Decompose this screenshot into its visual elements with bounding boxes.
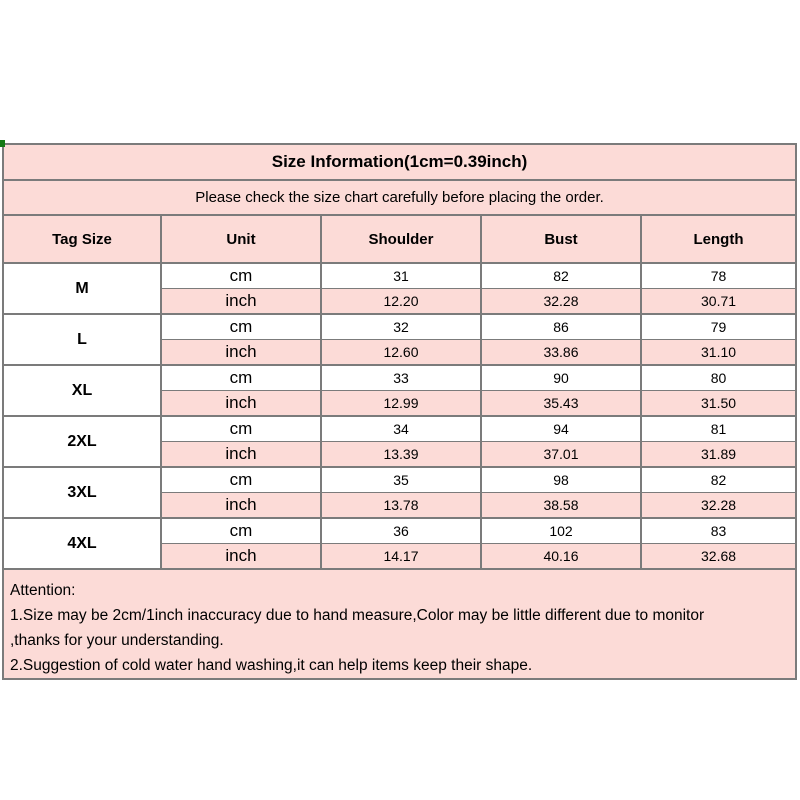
value-m-inch-bust: 32.28 xyxy=(481,289,641,315)
unit-cell: inch xyxy=(161,544,321,570)
value-xl-cm-length: 80 xyxy=(641,365,796,391)
table-header-row xyxy=(3,215,796,263)
value-4xl-cm-bust: 102 xyxy=(481,518,641,544)
value-3xl-inch-length: 32.28 xyxy=(641,493,796,519)
size-label-3xl: 3XL xyxy=(3,467,161,518)
value-2xl-cm-shoulder: 34 xyxy=(321,416,481,442)
attention-row xyxy=(3,569,796,679)
table-title: Size Information(1cm=0.39inch) xyxy=(3,144,796,180)
table-title-row xyxy=(3,144,796,180)
value-2xl-cm-bust: 94 xyxy=(481,416,641,442)
col-header-tag-size: Tag Size xyxy=(3,215,161,263)
size-chart-table xyxy=(2,143,797,680)
corner-green-artifact xyxy=(0,140,5,147)
value-l-inch-shoulder: 12.60 xyxy=(321,340,481,366)
value-xl-inch-length: 31.50 xyxy=(641,391,796,417)
value-m-cm-length: 78 xyxy=(641,263,796,289)
value-l-cm-length: 79 xyxy=(641,314,796,340)
value-4xl-cm-shoulder: 36 xyxy=(321,518,481,544)
unit-cell: cm xyxy=(161,467,321,493)
size-label-l: L xyxy=(3,314,161,365)
unit-cell: inch xyxy=(161,493,321,519)
value-m-inch-shoulder: 12.20 xyxy=(321,289,481,315)
col-header-bust: Bust xyxy=(481,215,641,263)
value-m-cm-bust: 82 xyxy=(481,263,641,289)
attention-heading: Attention: xyxy=(10,582,76,599)
col-header-length: Length xyxy=(641,215,796,263)
table-row xyxy=(3,518,796,544)
value-l-cm-shoulder: 32 xyxy=(321,314,481,340)
unit-cell: cm xyxy=(161,263,321,289)
value-l-inch-bust: 33.86 xyxy=(481,340,641,366)
value-l-cm-bust: 86 xyxy=(481,314,641,340)
table-row xyxy=(3,314,796,340)
size-label-m: M xyxy=(3,263,161,314)
attention-note-1-cont: ,thanks for your understanding. xyxy=(10,632,224,649)
size-label-xl: XL xyxy=(3,365,161,416)
col-header-shoulder: Shoulder xyxy=(321,215,481,263)
unit-cell: cm xyxy=(161,365,321,391)
table-row xyxy=(3,263,796,289)
unit-cell: inch xyxy=(161,442,321,468)
size-label-2xl: 2XL xyxy=(3,416,161,467)
value-4xl-cm-length: 83 xyxy=(641,518,796,544)
table-row xyxy=(3,416,796,442)
table-row xyxy=(3,467,796,493)
value-4xl-inch-length: 32.68 xyxy=(641,544,796,570)
value-4xl-inch-shoulder: 14.17 xyxy=(321,544,481,570)
unit-cell: inch xyxy=(161,289,321,315)
value-2xl-cm-length: 81 xyxy=(641,416,796,442)
unit-cell: cm xyxy=(161,416,321,442)
attention-note-1: 1.Size may be 2cm/1inch inaccuracy due to hand measure,Color may be little different due to monitor xyxy=(10,607,705,624)
value-xl-inch-shoulder: 12.99 xyxy=(321,391,481,417)
value-3xl-cm-bust: 98 xyxy=(481,467,641,493)
value-l-inch-length: 31.10 xyxy=(641,340,796,366)
value-2xl-inch-length: 31.89 xyxy=(641,442,796,468)
col-header-unit: Unit xyxy=(161,215,321,263)
unit-cell: inch xyxy=(161,391,321,417)
unit-cell: cm xyxy=(161,518,321,544)
value-m-cm-shoulder: 31 xyxy=(321,263,481,289)
unit-cell: inch xyxy=(161,340,321,366)
value-3xl-inch-bust: 38.58 xyxy=(481,493,641,519)
value-3xl-cm-length: 82 xyxy=(641,467,796,493)
unit-cell: cm xyxy=(161,314,321,340)
value-m-inch-length: 30.71 xyxy=(641,289,796,315)
value-3xl-cm-shoulder: 35 xyxy=(321,467,481,493)
value-xl-cm-shoulder: 33 xyxy=(321,365,481,391)
value-2xl-inch-bust: 37.01 xyxy=(481,442,641,468)
value-xl-cm-bust: 90 xyxy=(481,365,641,391)
attention-text xyxy=(3,569,796,679)
value-xl-inch-bust: 35.43 xyxy=(481,391,641,417)
size-label-4xl: 4XL xyxy=(3,518,161,569)
table-subtitle-row xyxy=(3,180,796,215)
table-row xyxy=(3,365,796,391)
value-4xl-inch-bust: 40.16 xyxy=(481,544,641,570)
table-subtitle: Please check the size chart carefully before placing the order. xyxy=(3,180,796,215)
attention-note-2: 2.Suggestion of cold water hand washing,it can help items keep their shape. xyxy=(10,657,533,674)
value-3xl-inch-shoulder: 13.78 xyxy=(321,493,481,519)
value-2xl-inch-shoulder: 13.39 xyxy=(321,442,481,468)
